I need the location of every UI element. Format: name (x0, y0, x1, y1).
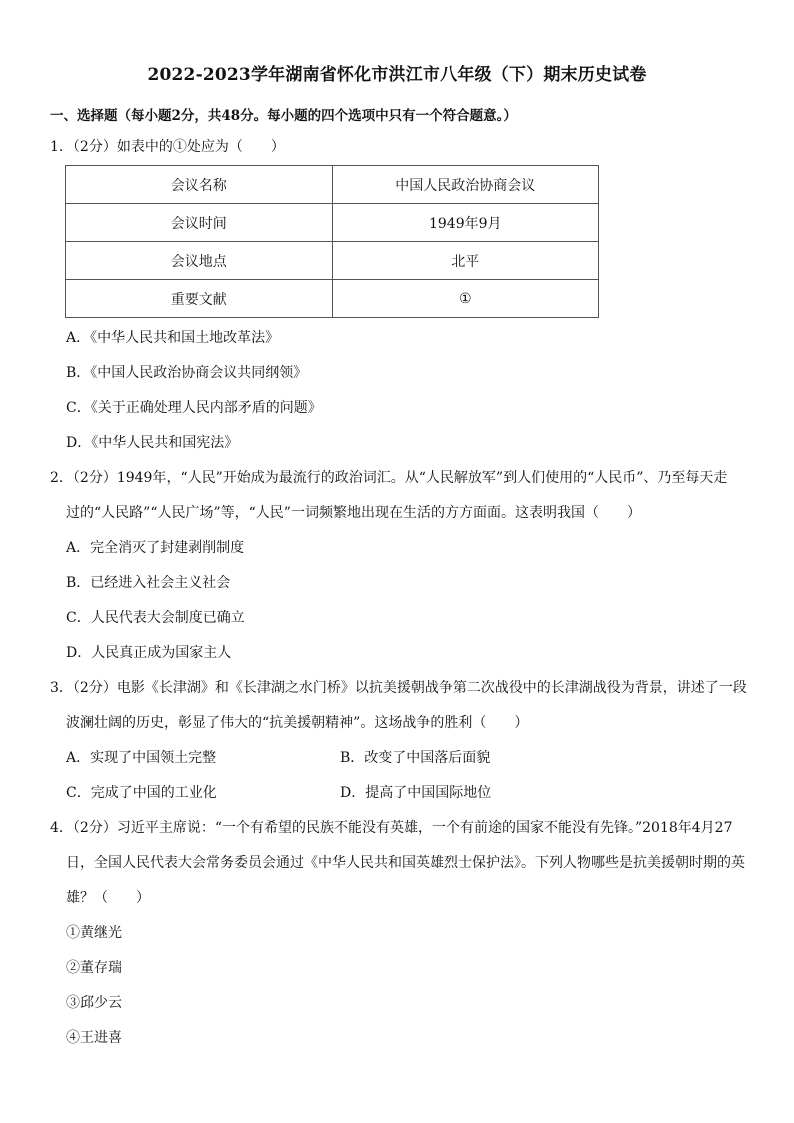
meeting-info-table (65, 165, 599, 318)
table-cell: ① (332, 280, 599, 318)
question-3-option-b[interactable]: B．改变了中国落后面貌 (340, 750, 491, 766)
table-row (66, 280, 599, 318)
question-3-stem-line-1: 3．（2分）电影《长津湖》和《长津湖之水门桥》以抗美援朝战争第二次战役中的长津湖战役为背景，讲述了一段 (50, 680, 747, 696)
question-2-stem-line-1: 2．（2分）1949年，“人民”开始成为最流行的政治词汇。从“人民解放军”到人们使用的“人民币”、乃至每天走 (50, 470, 728, 486)
question-2-option-b[interactable]: B．已经进入社会主义社会 (66, 575, 231, 591)
question-4-stem-line-1: 4．（2分）习近平主席说：“一个有希望的民族不能没有英雄，一个有前途的国家不能没有先锋。”2018年4月27 (50, 820, 733, 836)
question-1-stem: 1．（2分）如表中的①处应为（ ） (50, 139, 285, 155)
table-cell: 会议名称 (66, 166, 333, 204)
question-4-item-4: ④王进喜 (66, 1030, 122, 1046)
question-2-option-a[interactable]: A．完全消灭了封建剥削制度 (66, 540, 245, 556)
table-cell: 会议地点 (66, 242, 333, 280)
table-row (66, 204, 599, 242)
question-3-option-d[interactable]: D．提高了中国国际地位 (340, 785, 492, 801)
question-1-option-b[interactable]: B．《中国人民政治协商会议共同纲领》 (66, 365, 308, 381)
table-row (66, 242, 599, 280)
question-3-option-c[interactable]: C．完成了中国的工业化 (66, 785, 217, 801)
question-4-item-1: ①黄继光 (66, 925, 122, 941)
table-cell: 1949年9月 (332, 204, 599, 242)
question-4-stem-line-2: 日，全国人民代表大会常务委员会通过《中华人民共和国英雄烈士保护法》。下列人物哪些是抗美援朝时期的英 (66, 855, 745, 871)
exam-title: 2022-2023学年湖南省怀化市洪江市八年级（下）期末历史试卷 (147, 65, 647, 85)
question-2-option-d[interactable]: D．人民真正成为国家主人 (66, 645, 232, 661)
table-row (66, 166, 599, 204)
question-1-option-d[interactable]: D．《中华人民共和国宪法》 (66, 435, 239, 451)
question-4-item-2: ②董存瑞 (66, 960, 122, 976)
question-3-stem-line-2: 波澜壮阔的历史，彰显了伟大的“抗美援朝精神”。这场战争的胜利（ ） (66, 715, 529, 731)
question-2-stem-line-2: 过的“人民路”“人民广场”等，“人民”一词频繁地出现在生活的方方面面。这表明我国（ ） (66, 505, 641, 521)
question-3-option-a[interactable]: A．实现了中国领土完整 (66, 750, 217, 766)
section-heading: 一、选择题（每小题2分，共48分。每小题的四个选项中只有一个符合题意。） (50, 108, 517, 124)
table-cell: 北平 (332, 242, 599, 280)
question-2-option-c[interactable]: C．人民代表大会制度已确立 (66, 610, 245, 626)
table-cell: 中国人民政治协商会议 (332, 166, 599, 204)
question-1-option-a[interactable]: A．《中华人民共和国土地改革法》 (66, 330, 280, 346)
question-4-stem-line-3: 雄？（ ） (66, 890, 150, 906)
question-1-option-c[interactable]: C．《关于正确处理人民内部矛盾的问题》 (66, 400, 322, 416)
table-cell: 重要文献 (66, 280, 333, 318)
table-cell: 会议时间 (66, 204, 333, 242)
question-4-item-3: ③邱少云 (66, 995, 122, 1011)
